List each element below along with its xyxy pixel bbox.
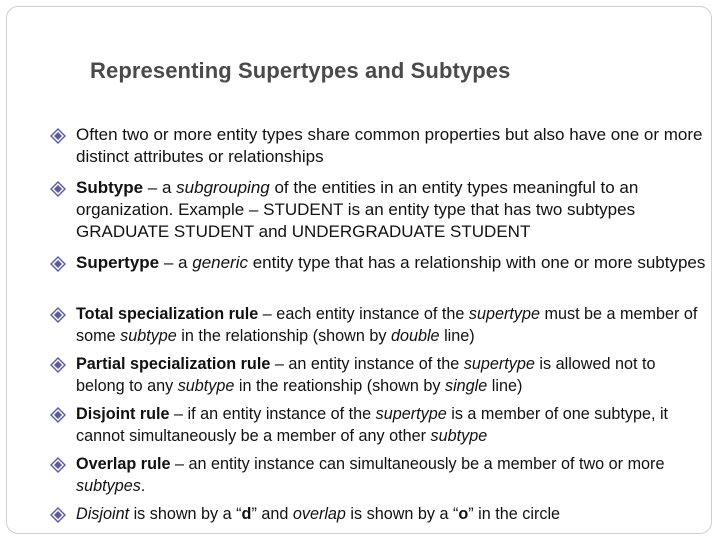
bullet-text: in the reationship (shown by — [234, 377, 445, 395]
bullet-item — [48, 252, 708, 303]
bullet-emphasis: overlap — [292, 505, 346, 523]
bullet-text: of the entities in an entity types meaningful to an organization. Example – STUDENT is an entity type that has two subtypes GRADUATE STUDENT and UNDERGRADUATE STUDENT — [76, 178, 639, 241]
bullet-text: is allowed not to belong to any — [76, 355, 656, 395]
bullet-list — [48, 124, 708, 525]
bullet-text: – a — [159, 253, 193, 272]
bullet-item — [48, 353, 708, 403]
bullet-text: entity type that has a relationship with one or more subtypes — [248, 253, 706, 272]
diamond-bullet-icon — [50, 307, 66, 323]
bullet-term: Subtype — [76, 178, 144, 197]
bullet-term: d — [241, 505, 252, 523]
bullet-term: Supertype — [76, 253, 160, 272]
bullet-text: is shown by a “ — [345, 505, 459, 523]
bullet-text: line) — [487, 377, 523, 395]
bullet-emphasis: Disjoint — [76, 505, 130, 523]
bullet-text: . — [140, 477, 146, 495]
diamond-bullet-icon — [50, 128, 66, 144]
bullet-text: – if an entity instance of the — [169, 405, 376, 423]
slide-title: Representing Supertypes and Subtypes — [90, 58, 511, 83]
bullet-emphasis: generic — [192, 253, 248, 272]
bullet-item — [48, 303, 708, 353]
bullet-term: Total specialization rule — [76, 305, 259, 323]
bullet-text: line) — [439, 327, 475, 345]
bullet-emphasis: subgrouping — [176, 178, 270, 197]
bullet-item — [48, 453, 708, 503]
bullet-text: in the relationship (shown by — [176, 327, 391, 345]
bullet-emphasis: subtypes — [76, 477, 141, 495]
diamond-bullet-icon — [50, 507, 66, 523]
diamond-bullet-icon — [50, 357, 66, 373]
bullet-text: – each entity instance of the — [258, 305, 469, 323]
bullet-item — [48, 403, 708, 453]
bullet-text: is shown by a “ — [129, 505, 242, 523]
bullet-emphasis: supertype — [468, 305, 540, 323]
bullet-emphasis: single — [444, 377, 488, 395]
diamond-bullet-icon — [50, 181, 66, 197]
bullet-emphasis: subtype — [120, 327, 177, 345]
bullet-emphasis: supertype — [375, 405, 447, 423]
bullet-term: Overlap rule — [76, 455, 171, 473]
bullet-text: – an entity instance can simultaneously be a member of two or more — [170, 455, 665, 473]
bullet-emphasis: double — [390, 327, 440, 345]
bullet-term: Partial specialization rule — [76, 355, 271, 373]
bullet-text: is a member of one subtype, it cannot simultaneously be a member of any other — [76, 405, 669, 445]
bullet-term: o — [458, 505, 469, 523]
diamond-bullet-icon — [50, 407, 66, 423]
diamond-bullet-icon — [50, 457, 66, 473]
bullet-text: ” in the circle — [468, 505, 561, 523]
bullet-text: must be a member of some — [76, 305, 698, 345]
bullet-emphasis: subtype — [430, 427, 488, 445]
bullet-item — [48, 177, 708, 252]
bullet-emphasis: supertype — [463, 355, 535, 373]
bullet-text: – an entity instance of the — [270, 355, 464, 373]
bullet-text: Often two or more entity types share common properties but also have one or more distinct attributes or relationships — [76, 125, 703, 166]
bullet-item — [48, 503, 708, 525]
bullet-item — [48, 124, 708, 177]
bullet-emphasis: subtype — [177, 377, 235, 395]
diamond-bullet-icon — [50, 256, 66, 272]
bullet-text: – a — [143, 178, 177, 197]
bullet-term: Disjoint rule — [76, 405, 170, 423]
bullet-text: ” and — [251, 505, 293, 523]
